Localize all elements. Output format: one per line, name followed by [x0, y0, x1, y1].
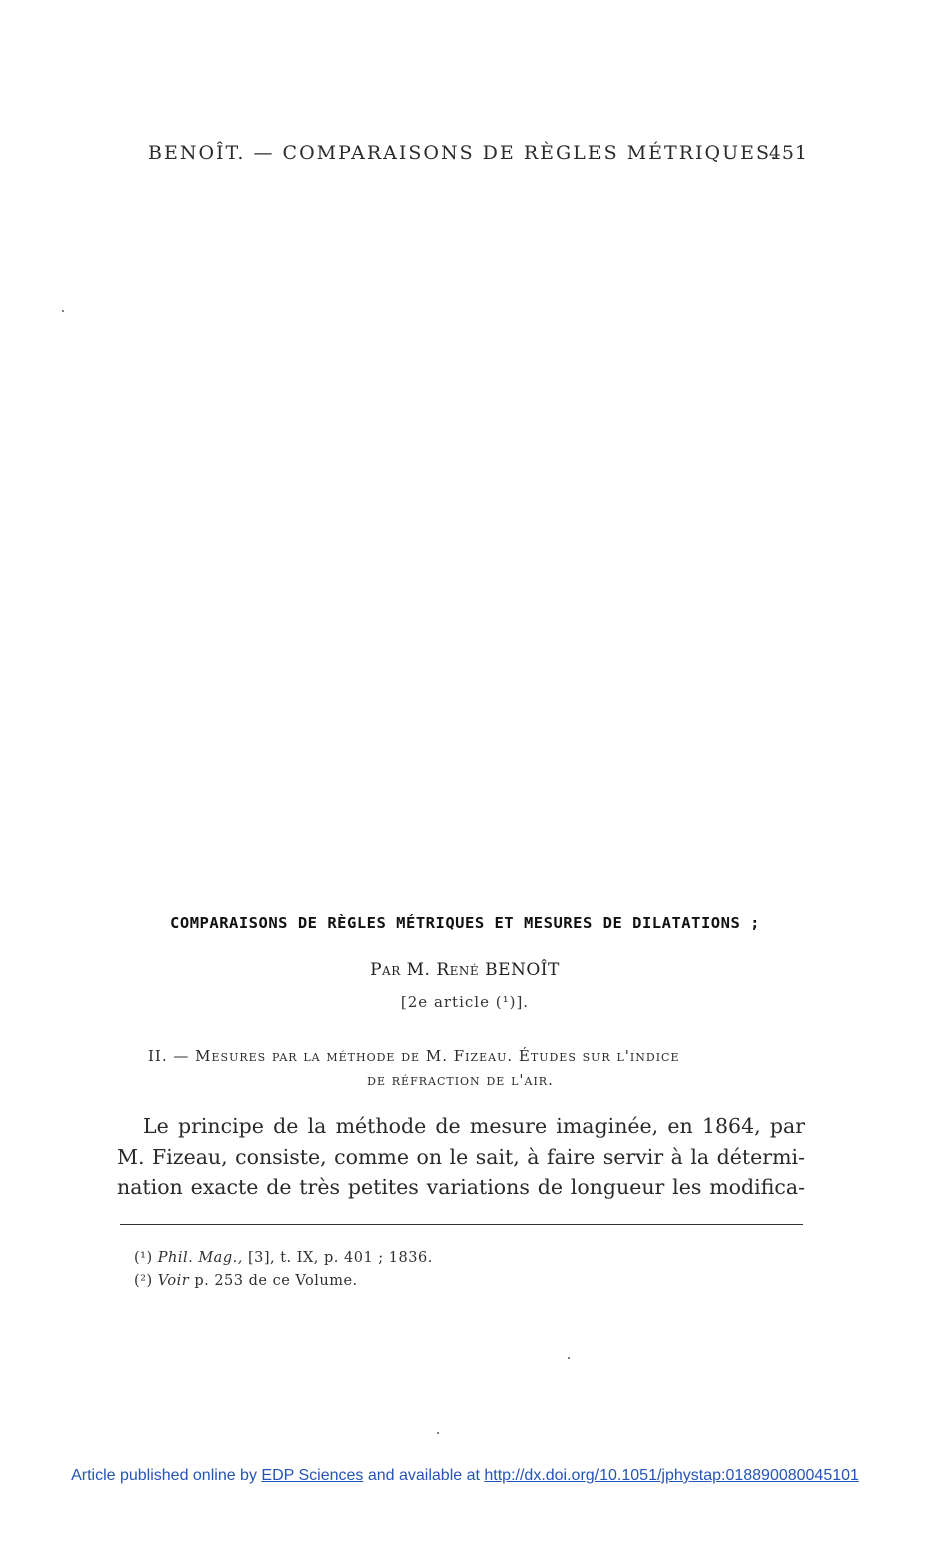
author-name: BENOÎT: [485, 960, 560, 980]
footnote-text: [3], t. IX, p. 401 ; 1836.: [247, 1250, 433, 1266]
footnote-source: Phil. Mag.,: [157, 1250, 243, 1266]
footnote-rule: [120, 1224, 803, 1225]
doi-link[interactable]: http://dx.doi.org/10.1051/jphystap:018890080045101: [484, 1467, 859, 1484]
footnote-text: p. 253 de ce Volume.: [194, 1273, 358, 1289]
section-heading-line1: II. — Mesures par la méthode de M. Fizeau. Études sur l'indice: [148, 1047, 680, 1065]
page-number: 451: [768, 142, 808, 164]
footnote-source: Voir: [157, 1273, 190, 1289]
author-line: [0, 960, 930, 980]
publisher-link[interactable]: EDP Sciences: [261, 1467, 364, 1484]
scan-speck: [437, 1432, 439, 1434]
article-title: COMPARAISONS DE RÈGLES MÉTRIQUES ET MESURES DE DILATATIONS ;: [170, 914, 760, 932]
body-line: Le principe de la méthode de mesure imaginée, en 1864, par: [143, 1114, 805, 1138]
body-line: M. Fizeau, consiste, comme on le sait, à faire servir à la détermi-: [117, 1144, 805, 1169]
footnote-marker: (¹): [134, 1250, 153, 1266]
publication-footer: [0, 1467, 930, 1485]
footer-middle: and available at: [367, 1467, 480, 1484]
section-heading: [148, 1044, 773, 1092]
body-paragraph: [117, 1111, 805, 1203]
body-line: nation exacte de très petites variations de longueur les modifica-: [117, 1175, 805, 1199]
scan-speck: [568, 1357, 570, 1359]
footnote-marker: (²): [134, 1273, 153, 1289]
author-prefix: Par M. René: [370, 960, 480, 980]
running-head-title: BENOÎT. — COMPARAISONS DE RÈGLES MÉTRIQUES.: [148, 142, 779, 164]
running-head: [148, 142, 808, 164]
scan-speck: [62, 310, 64, 312]
footer-prefix: Article published online by: [71, 1467, 257, 1484]
footnote-item: [134, 1270, 734, 1293]
section-heading-line2: de réfraction de l'air.: [367, 1071, 554, 1089]
footnotes: [134, 1247, 734, 1293]
article-note: [2e article (¹)].: [400, 993, 530, 1011]
footnote-item: [134, 1247, 734, 1270]
